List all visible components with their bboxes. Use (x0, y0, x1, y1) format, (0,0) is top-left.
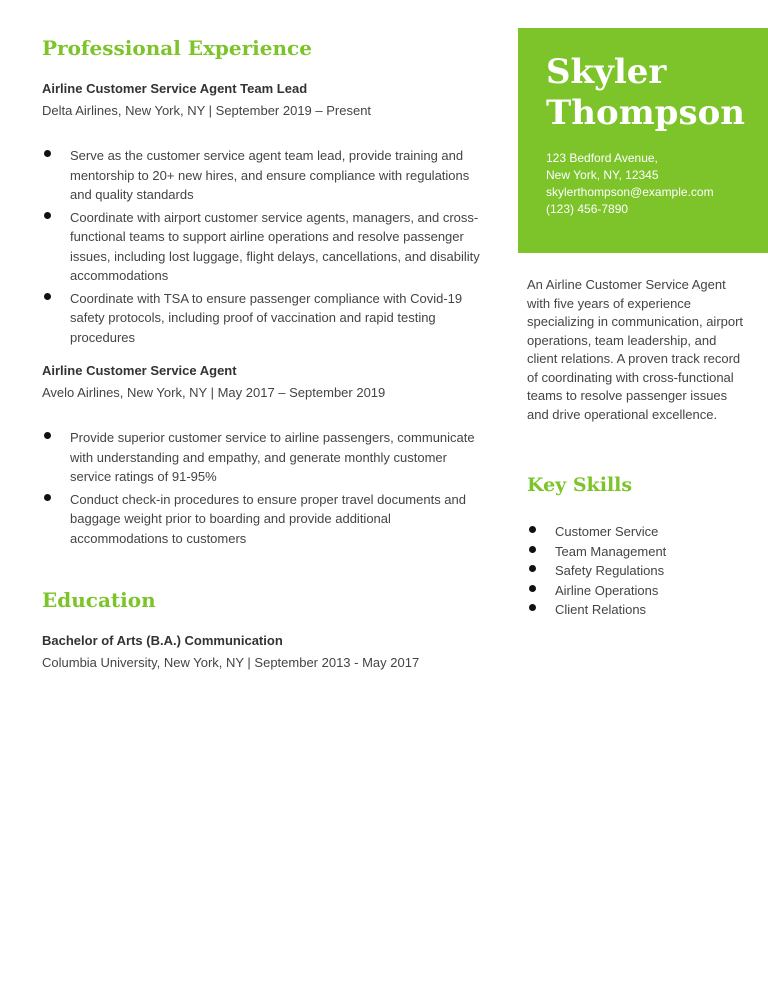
job-bullets (42, 146, 482, 347)
list-item (527, 600, 757, 620)
skill-label: Safety Regulations (555, 563, 665, 578)
skill-label: Customer Service (555, 524, 659, 539)
bullet-icon (44, 494, 51, 501)
bullet-icon (529, 526, 536, 533)
skill-label: Team Management (555, 543, 667, 559)
bullet-icon (44, 212, 51, 219)
address-line-2: New York, NY, 12345 (546, 168, 659, 182)
bullet-text: Conduct check-in procedures to ensure proper travel documents and baggage weight prior to boarding and provide additional accommodations to customers (70, 491, 466, 546)
bullet-text: Provide superior customer service to airline passengers, communicate with understanding and empathy, and generate monthly customer service ratings of 91-95% (70, 430, 475, 484)
bullet-text: Serve as the customer service agent team lead, provide training and mentorship to 20+ new hires, and ensure compliance with regulations and quality standards (70, 148, 470, 202)
phone-number: (123) 456-7890 (546, 202, 629, 216)
skills-list (527, 522, 757, 620)
list-item (42, 289, 482, 348)
bullet-icon (529, 565, 536, 572)
bullet-icon (529, 585, 536, 592)
list-item (527, 561, 757, 581)
list-item (527, 522, 757, 542)
bullet-text: Coordinate with airport customer service agents, managers, and cross-functional teams to support airline operations and resolve passenger issues, including lost luggage, flight delays, cancellations, and disability accommodations (70, 209, 480, 283)
list-item (527, 581, 757, 601)
degree-title: Bachelor of Arts (B.A.) Communication (42, 633, 283, 648)
list-item (42, 428, 487, 487)
bullet-icon (529, 604, 536, 611)
bullet-icon (44, 150, 51, 157)
job-title: Airline Customer Service Agent Team Lead (42, 81, 308, 96)
skill-label: Client Relations (555, 602, 647, 617)
email-link[interactable]: skylerthompson@example.com (546, 185, 714, 199)
list-item (42, 146, 482, 205)
last-name: Thompson (546, 93, 745, 133)
list-item (42, 208, 482, 286)
job-title: Airline Customer Service Agent (42, 363, 237, 378)
job-bullets (42, 428, 487, 548)
education-meta: Columbia University, New York, NY | September 2013 - May 2017 (42, 655, 420, 670)
bullet-text: Coordinate with TSA to ensure passenger compliance with Covid-19 safety protocols, including proof of vaccination and rapid testing procedures (70, 290, 463, 345)
skill-label: Airline Operations (555, 582, 659, 598)
candidate-name (546, 52, 745, 134)
bullet-icon (44, 293, 51, 300)
address-line-1: 123 Bedford Avenue, (546, 151, 658, 165)
skills-heading: Key Skills (527, 474, 633, 496)
professional-summary: An Airline Customer Service Agent with five years of experience specializing in communication, airport operations, team leadership, and client relations. A proven track record of coordinating with cross-functional teams to resolve passenger issues and drive operational excellence. (527, 277, 744, 422)
list-item (42, 490, 487, 549)
name-contact-panel (518, 28, 768, 253)
bullet-icon (529, 546, 536, 553)
list-item (527, 542, 757, 562)
education-heading: Education (42, 588, 156, 612)
bullet-icon (44, 432, 51, 439)
first-name: Skyler (546, 52, 667, 92)
contact-info (546, 150, 714, 218)
job-meta: Avelo Airlines, New York, NY | May 2017 – September 2019 (42, 385, 386, 400)
job-meta: Delta Airlines, New York, NY | September 2019 – Present (42, 103, 372, 118)
experience-heading: Professional Experience (42, 36, 312, 60)
